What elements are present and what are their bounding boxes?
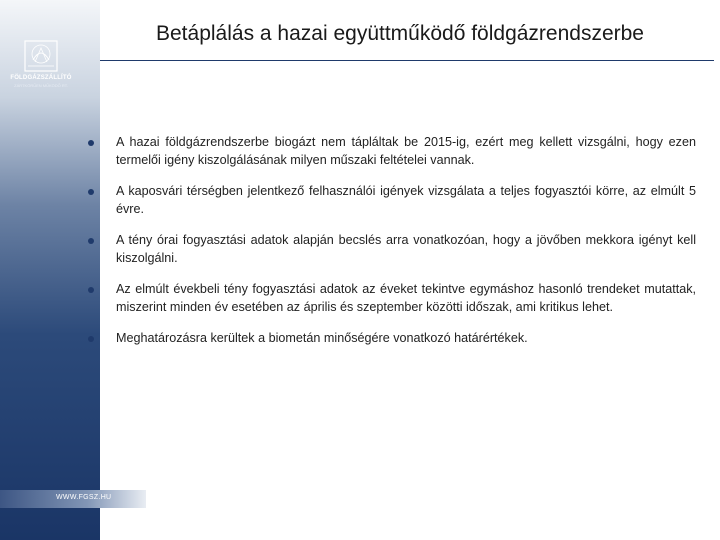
logo-subtitle: ZÁRTKÖRŰEN MŰKÖDŐ RT. <box>14 83 68 88</box>
slide-title: Betáplálás a hazai együttműködő földgázrendszerbe <box>156 22 644 45</box>
bullet-item <box>86 134 696 169</box>
bullet-item <box>86 232 696 267</box>
bullet-item <box>86 330 696 348</box>
bullet-dot-icon <box>88 287 94 293</box>
bullet-text: Az elmúlt évekbeli tény fogyasztási adatok az éveket tekintve egymáshoz hasonló trendeket mutattak, miszerint minden év esetében az április és szeptember közötti időszak, ami kritikus lehet. <box>116 282 696 314</box>
bullet-text: A tény órai fogyasztási adatok alapján becslés arra vonatkozóan, hogy a jövőben mekkora igényt kell kiszolgálni. <box>116 233 696 265</box>
bullet-dot-icon <box>88 238 94 244</box>
bullet-text: A kaposvári térségben jelentkező felhasználói igények vizsgálata a teljes fogyasztói körre, az elmúlt 5 évre. <box>116 184 696 216</box>
bullet-item <box>86 183 696 218</box>
logo-emblem-icon <box>24 40 58 72</box>
bullet-text: Meghatározásra kerültek a biometán minőségére vonatkozó határértékek. <box>116 331 528 345</box>
bullet-item <box>86 281 696 316</box>
footer-url: WWW.FGSZ.HU <box>56 494 112 501</box>
bullet-dot-icon <box>88 140 94 146</box>
bullet-list <box>86 134 696 362</box>
bullet-dot-icon <box>88 189 94 195</box>
bullet-text: A hazai földgázrendszerbe biogázt nem tápláltak be 2015-ig, ezért meg kellett vizsgálni, hogy ezen termelői igény kiszolgálásának milyen műszaki feltételei vannak. <box>116 135 696 167</box>
bullet-dot-icon <box>88 336 94 342</box>
company-logo <box>8 40 74 102</box>
logo-name: FÖLDGÁZSZÁLLÍTÓ <box>10 75 72 81</box>
title-divider <box>100 60 714 61</box>
